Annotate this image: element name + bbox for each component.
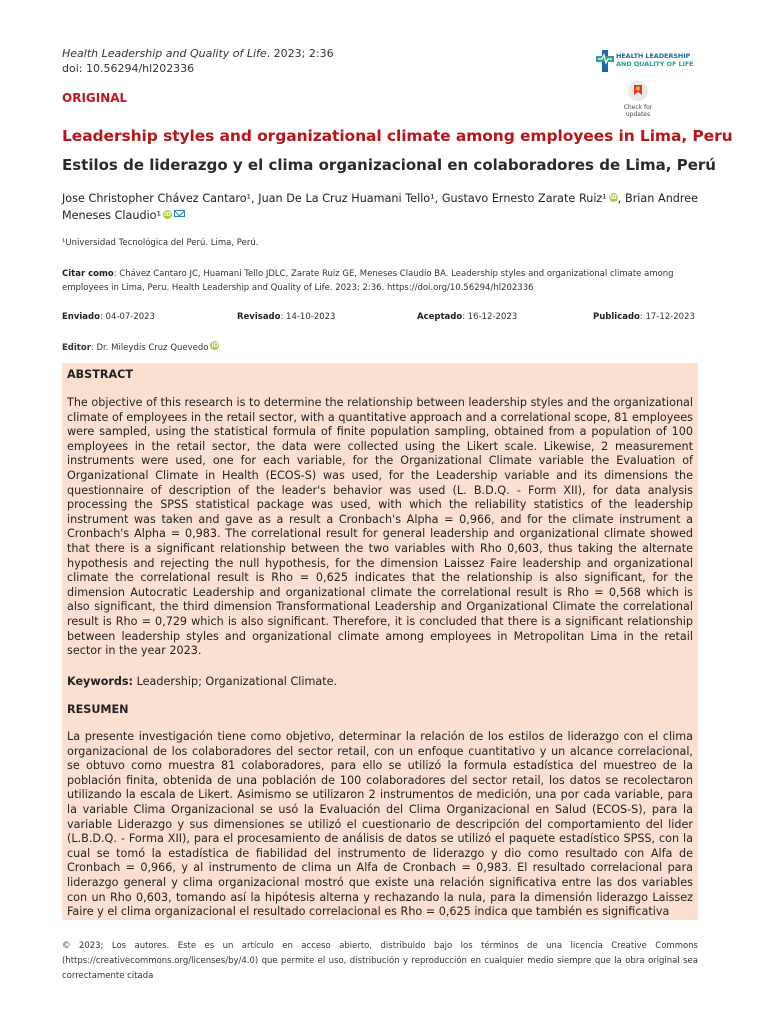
keywords-value: Leadership; Organizational Climate.	[133, 675, 338, 688]
citation-text: : Chávez Cantaro JC, Huamani Tello JDLC, Zarate Ruiz GE, Meneses Claudio BA. Leadership styles and organizational climate among employees in Lima, Peru. Health Leadership and Quality of Life. 2023; 2:36. https://doi.org/10.56294/hl202336	[62, 269, 674, 293]
journal-name: Health Leadership and Quality of Life	[62, 47, 267, 60]
orcid-icon[interactable]: iD	[163, 211, 172, 218]
date-sent	[62, 312, 155, 322]
orcid-icon[interactable]: iD	[211, 342, 219, 349]
journal-logo	[592, 44, 692, 124]
title-spanish: Estilos de liderazgo y el clima organizacional en colaboradores de Lima, Perú	[62, 156, 716, 174]
journal-volume: . 2023; 2:36	[266, 47, 334, 60]
date-accepted-label: Aceptado	[417, 312, 463, 322]
cross-logo-icon	[596, 50, 614, 72]
section-label: ORIGINAL	[62, 91, 128, 105]
abstract-text: The objective of this research is to determine the relationship between leadership styles and the organizational climate of employees in the retail sector, with a quantitative approach and a correlational scope, 81 employees were sampled, using the statistical formula of finite population sampling, obtained from a population of 100 employees in the retail sector, the data were collected using the Likert scale. Likewise, 2 measurement instruments were used, one for each variable, for the Organizational Climate variable the Evaluation of Organizational Climate in Health (ECOS-S) was used, for the Leadership variable and its dimensions the questionnaire of description of the leader's behavior was used (L. B.D.Q. - Form XII), for data analysis processing the SPSS statistical package was used, with which the reliability statistics of the leadership instrument was taken and gave as a result a Cronbach's Alpha = 0,966, and for the climate instrument a Cronbach's Alpha = 0,983. The correlational result for general leadership and organizational climate showed that there is a significant relationship between the two variables with Rho 0,603, thus taking the alternate hypothesis and rejecting the null hypothesis, for the dimension Laissez Faire leadership and organizational climate the correlational result is Rho = 0,625 indicates that the relationship is also significant, for the dimension Autocratic Leadership and organizational climate the correlational result is Rho = 0,568 which is also significant, the third dimension Transformational Leadership and Organizational Climate the correlational result is Rho = 0,729 which is also significant. Therefore, it is concluded that there is a significant relationship between leadership styles and organizational climate among employees in Metropolitan Lima in the retail sector in the year 2023.	[67, 396, 693, 658]
citation-label: Citar como	[62, 269, 114, 279]
keywords-label: Keywords:	[67, 675, 134, 688]
author-3: Gustavo Ernesto Zarate Ruiz¹	[441, 192, 607, 205]
date-sent-label: Enviado	[62, 312, 100, 322]
logo-line2: AND QUALITY OF LIFE	[616, 60, 694, 68]
date-accepted	[417, 312, 517, 322]
editor-label: Editor	[62, 343, 91, 353]
editor-name: : Dr. Mileydis Cruz Quevedo	[90, 343, 209, 353]
date-published	[593, 312, 695, 322]
abstract-heading: ABSTRACT	[67, 368, 133, 381]
author-4-sep: , Brian	[617, 192, 655, 205]
check-for-updates-icon[interactable]	[627, 80, 649, 102]
keywords	[67, 675, 337, 688]
email-icon[interactable]	[174, 210, 185, 217]
resumen-text: La presente investigación tiene como objetivo, determinar la relación de los estilos de liderazgo con el clima organizacional de los colaboradores del sector retail, con un enfoque cuantitativo y un alcance correlacional, se obtuvo como muestra 81 colaboradores, para ello se utilizó la formula estadística del muestreo de la población finita, obtenida de una población de 100 colaboradores del sector retail, los datos se recolectaron utilizando la escala de Likert. Asimismo se utilizaron 2 instrumentos de medición, una por cada variable, para la variable Clima Organizacional se usó la Evaluación del Clima Organizacional en Salud (ECOS-S), para la variable Liderazgo y sus dimensiones se utilizó el cuestionario de descripción del comportamiento del lider (L.B.D.Q. - Forma XII), para el procesamiento de análisis de datos se utilizó el paquete estadístico SPSS, con la cual se tomó la estadística de fiabilidad del instrumento de liderazgo y dio como resultado con Alfa de Cronbach = 0,966, y al instrumento de clima un Alfa de Cronbach = 0,983. El resultado correlacional para liderazgo general y clima organizacional mostró que existe una relación significativa entre las dos variables con un Rho 0,603, tomando así la hipótesis alterna y rechazando la nula, para la dimensión liderazgo Laissez Faire y el clima organizacional el resultado correlacional es Rho = 0,625 indica que también es significativa	[67, 730, 693, 919]
abstract-box	[62, 363, 698, 920]
citation	[62, 267, 698, 295]
date-published-value: : 17-12-2023	[639, 312, 695, 322]
editor	[62, 341, 219, 353]
author-4: Andree Meneses Claudio¹	[62, 192, 699, 222]
journal-header	[62, 46, 334, 76]
license-footer: © 2023; Los autores. Este es un artículo en acceso abierto, distribuido bajo los términos de una licencia Creative Commons (https://creativecommons.org/licenses/by/4.0) que permite el uso, distribución y reproducción en cualquier medio siempre que la obra original sea correctamente citada	[62, 941, 698, 981]
resumen-heading: RESUMEN	[67, 703, 129, 716]
date-sent-value: : 04-07-2023	[99, 312, 155, 322]
orcid-icon[interactable]: iD	[609, 194, 617, 201]
title-english: Leadership styles and organizational climate among employees in Lima, Peru	[62, 127, 733, 145]
author-1: Jose Christopher Chávez Cantaro¹,	[62, 192, 255, 205]
author-2: Juan De La Cruz Huamani Tello¹,	[258, 192, 439, 205]
author-list	[62, 190, 698, 224]
date-revised-label: Revisado	[237, 312, 281, 322]
date-revised	[237, 312, 335, 322]
date-revised-value: : 14-10-2023	[280, 312, 336, 322]
doi[interactable]: doi: 10.56294/hl202336	[62, 62, 195, 75]
logo-line1: HEALTH LEADERSHIP	[616, 52, 691, 60]
date-published-label: Publicado	[593, 312, 640, 322]
check-for-updates-label[interactable]: Check for updates	[623, 104, 653, 118]
affiliation: ¹Universidad Tecnológica del Perú. Lima, Perú.	[62, 238, 259, 248]
date-accepted-value: : 16-12-2023	[462, 312, 518, 322]
